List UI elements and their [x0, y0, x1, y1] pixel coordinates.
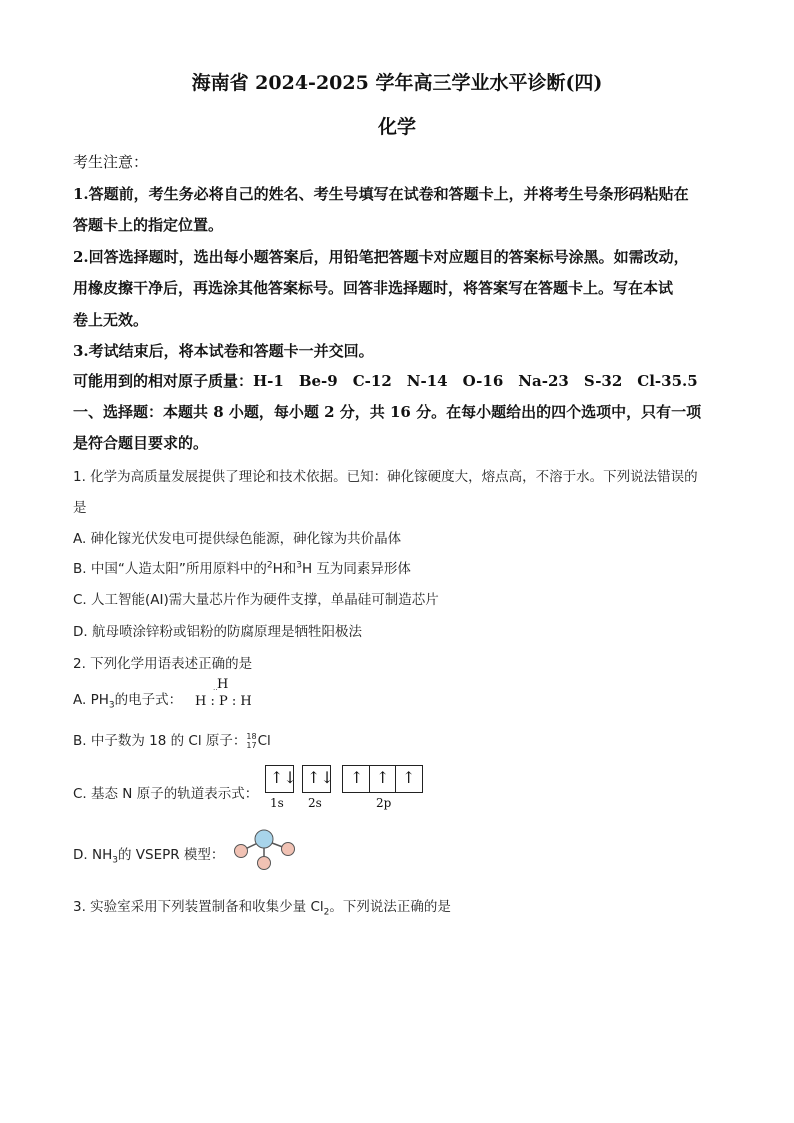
- orbital-label-2p: 2p: [376, 796, 392, 810]
- h2-mass-number: 2: [266, 560, 273, 571]
- q2-stem: 2. 下列化学用语表述正确的是: [73, 656, 253, 672]
- atomic-number: 17: [246, 741, 257, 750]
- q1-option-d: D. 航母喷涂锌粉或铝粉的防腐原理是牺牲阳极法: [73, 624, 362, 640]
- q3-stem-text: 。下列说法正确的是: [329, 899, 451, 915]
- unpaired-electron: ↑: [376, 768, 390, 787]
- q2-option-c: C. 基态 N 原子的轨道表示式：: [73, 786, 259, 802]
- q1-option-b-text: H 互为同素异形体: [301, 561, 411, 577]
- hydrogen-symbol: H: [272, 561, 283, 577]
- section-heading: 是符合题目要求的。: [73, 434, 209, 452]
- hydrogen-atom: [282, 843, 295, 856]
- subscript: 2: [323, 907, 330, 918]
- q2-option-a-text: A. PH: [73, 692, 109, 708]
- notice-line: 用橡皮擦干净后，再选涂其他答案标号。回答非选择题时，将答案写在答题卡上。写在本试: [73, 279, 674, 297]
- notice-line: 答题卡上的指定位置。: [73, 216, 224, 234]
- subject-heading: 化学: [377, 116, 416, 138]
- q2-option-d-text: 的 VSEPR 模型：: [117, 847, 225, 863]
- q2-option-d-text: D. NH: [73, 847, 113, 863]
- orbital-label-2s: 2s: [308, 796, 322, 810]
- unpaired-electron: ↑: [402, 768, 416, 787]
- notice-line: 1.答题前，考生务必将自己的姓名、考生号填写在试卷和答题卡上，并将考生号条形码粘贴在: [73, 185, 689, 203]
- vsepr-model-diagram: [228, 825, 300, 875]
- q2-option-a-text: 的电子式：: [114, 692, 183, 708]
- subscript: 3: [112, 855, 118, 866]
- q2-option-b-text: B. 中子数为 18 的 Cl 原子：: [73, 733, 247, 749]
- paired-electrons: ↑↓: [307, 768, 334, 787]
- orbital-divider: [369, 766, 370, 792]
- electron-formula-top-h: H: [217, 677, 229, 692]
- nitrogen-atom: [255, 830, 273, 848]
- h3-mass-number: 3: [296, 560, 302, 571]
- element-symbol: Cl: [257, 733, 271, 749]
- q1-option-b: [73, 557, 411, 577]
- q3-stem-text: 3. 实验室采用下列装置制备和收集少量 Cl: [73, 899, 324, 915]
- q1-option-b-text: B. 中国“人造太阳”所用原料中的: [73, 561, 267, 577]
- q2-option-d: [73, 843, 224, 866]
- q3-stem: [73, 895, 451, 918]
- section-heading: 一、选择题：本题共 8 小题，每小题 2 分，共 16 分。在每小题给出的四个选项中，只有一项: [73, 403, 702, 421]
- paired-electrons: ↑↓: [270, 768, 297, 787]
- notice-heading: 考生注意：: [73, 153, 149, 171]
- electron-formula-main: H : P : H: [195, 694, 252, 709]
- q1-stem-cont: 是: [73, 500, 87, 516]
- orbital-divider: [395, 766, 396, 792]
- mass-number: 18: [246, 732, 257, 741]
- q1-option-c: C. 人工智能(AI)需大量芯片作为硬件支撑，单晶硅可制造芯片: [73, 592, 439, 608]
- hydrogen-atom: [258, 857, 271, 870]
- unpaired-electron: ↑: [350, 768, 364, 787]
- orbital-label-1s: 1s: [270, 796, 284, 810]
- page-title: 海南省 2024-2025 学年高三学业水平诊断(四): [191, 72, 603, 94]
- q2-option-b: [73, 729, 271, 750]
- q2-option-a: [73, 688, 182, 711]
- q1-option-a: A. 砷化镓光伏发电可提供绿色能源，砷化镓为共价晶体: [73, 531, 402, 547]
- notice-line: 卷上无效。: [73, 311, 149, 329]
- atomic-masses: 可能用到的相对原子质量：H-1 Be-9 C-12 N-14 O-16 Na-23 S-32 Cl-35.5: [73, 372, 698, 390]
- subscript: 3: [108, 700, 115, 711]
- q1-option-b-text: 和: [282, 561, 297, 577]
- notice-line: 2.回答选择题时，选出每小题答案后，用铅笔把答题卡对应题目的答案标号涂黑。如需改动，: [73, 248, 689, 266]
- q1-stem: 1. 化学为高质量发展提供了理论和技术依据。已知：砷化镓硬度大，熔点高，不溶于水。下列说法错误的: [73, 469, 698, 485]
- isotope-notation: [246, 732, 256, 750]
- lone-pair-dots: ⋅⋅: [213, 686, 218, 694]
- notice-line: 3.考试结束后，将本试卷和答题卡一并交回。: [73, 342, 374, 360]
- hydrogen-atom: [235, 845, 248, 858]
